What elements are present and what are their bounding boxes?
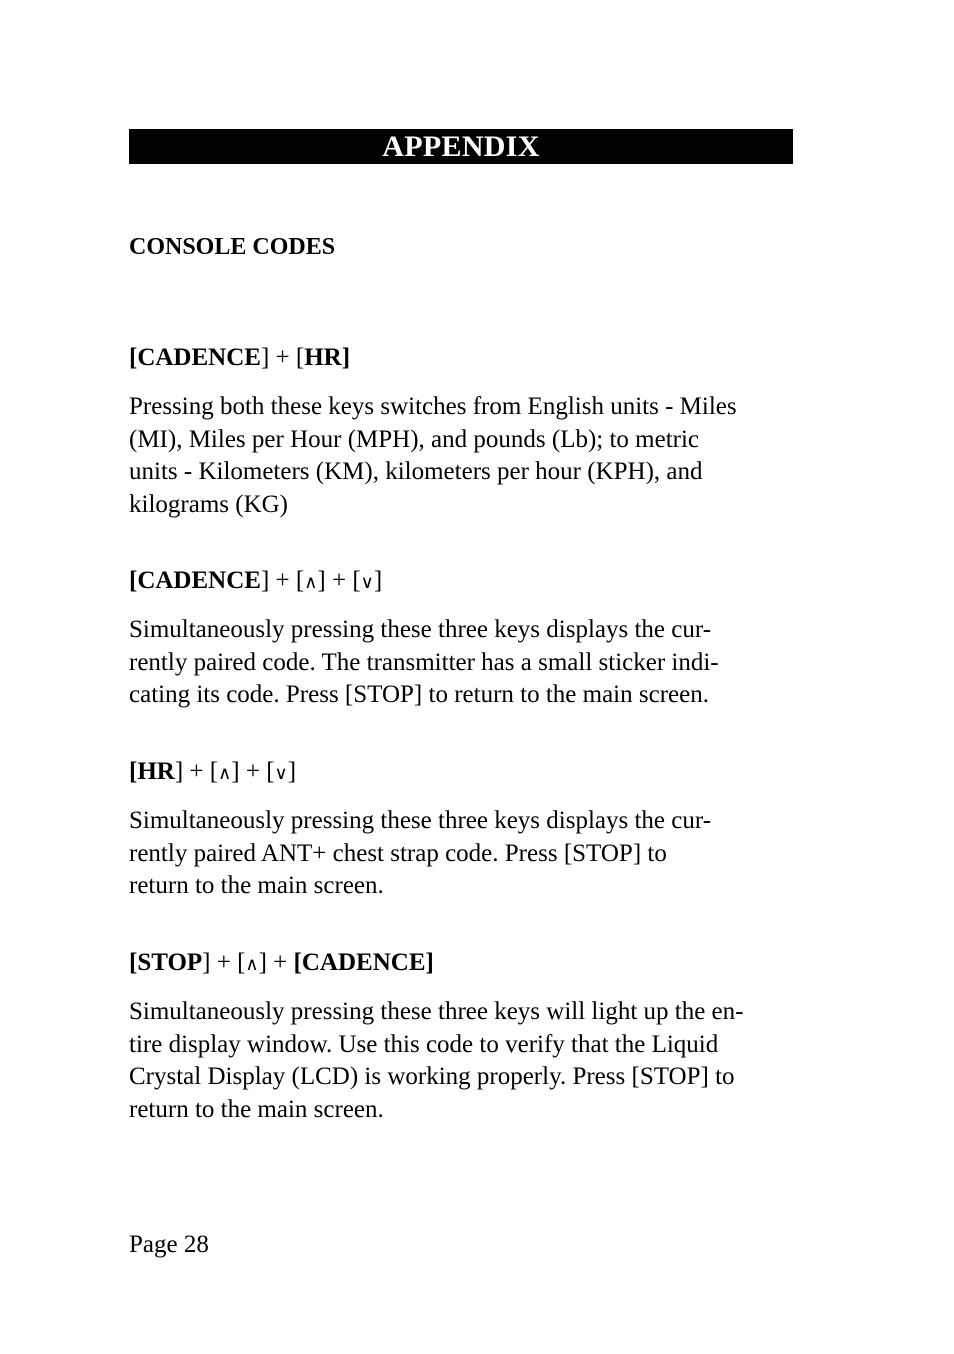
up-arrow-icon: ∧ bbox=[304, 572, 318, 593]
manual-page bbox=[129, 0, 793, 1354]
heading-part: ] + [ bbox=[317, 567, 361, 594]
code-heading-stop-up-cadence bbox=[129, 948, 434, 980]
heading-part: ] bbox=[341, 344, 351, 371]
text-line: return to the main screen. bbox=[129, 872, 384, 900]
heading-part: ] bbox=[373, 567, 383, 594]
section-heading: CONSOLE CODES bbox=[129, 234, 336, 260]
heading-part: [ bbox=[129, 344, 138, 371]
code-heading-hr-up-down bbox=[129, 757, 296, 789]
text-line: rently paired ANT+ chest strap code. Press [STOP] to bbox=[129, 839, 667, 867]
text-line: Simultaneously pressing these three keys will light up the en- bbox=[129, 998, 744, 1025]
heading-part: HR bbox=[304, 344, 342, 371]
up-arrow-icon: ∧ bbox=[245, 954, 259, 975]
heading-part: ] bbox=[287, 758, 297, 785]
text-line: Pressing both these keys switches from English units - Miles bbox=[129, 393, 737, 420]
code-description-cadence-up-down bbox=[129, 614, 793, 712]
heading-part: ] + [ bbox=[260, 344, 305, 371]
text-line: Crystal Display (LCD) is working properly. Press [STOP] to bbox=[129, 1063, 735, 1091]
heading-part: ] + bbox=[258, 949, 294, 976]
text-line: cating its code. Press [STOP] to return to the main screen. bbox=[129, 681, 709, 709]
code-description-cadence-hr bbox=[129, 391, 793, 522]
heading-part: HR bbox=[137, 758, 175, 785]
text-line: kilograms (KG) bbox=[129, 491, 288, 519]
heading-part: [ bbox=[129, 758, 138, 785]
down-arrow-icon: ∨ bbox=[360, 572, 374, 593]
code-description-stop-up-cadence bbox=[129, 996, 793, 1127]
heading-part: [ bbox=[129, 949, 138, 976]
code-heading-cadence-up-down bbox=[129, 566, 382, 598]
text-line: Simultaneously pressing these three keys displays the cur- bbox=[129, 807, 712, 834]
heading-part: ] + [ bbox=[260, 567, 305, 594]
code-description-hr-up-down bbox=[129, 805, 793, 903]
down-arrow-icon: ∨ bbox=[274, 763, 288, 784]
heading-part: CADENCE bbox=[137, 344, 261, 371]
up-arrow-icon: ∧ bbox=[218, 763, 232, 784]
heading-part: [ bbox=[129, 567, 138, 594]
text-line: (MI), Miles per Hour (MPH), and pounds (Lb); to metric bbox=[129, 425, 700, 453]
text-line: rently paired code. The transmitter has a small sticker indi- bbox=[129, 648, 719, 676]
page-title: APPENDIX bbox=[382, 130, 540, 163]
heading-part: ] + [ bbox=[202, 949, 246, 976]
page-number: Page 28 bbox=[129, 1231, 209, 1258]
text-line: units - Kilometers (KM), kilometers per hour (KPH), and bbox=[129, 458, 703, 486]
text-line: Simultaneously pressing these three keys displays the cur- bbox=[129, 616, 712, 643]
heading-part: [CADENCE] bbox=[293, 949, 434, 976]
code-heading-cadence-hr bbox=[129, 343, 350, 373]
heading-part: ] + [ bbox=[174, 758, 219, 785]
text-line: tire display window. Use this code to verify that the Liquid bbox=[129, 1030, 719, 1058]
heading-part: CADENCE bbox=[137, 567, 261, 594]
heading-part: ] + [ bbox=[231, 758, 275, 785]
text-line: return to the main screen. bbox=[129, 1096, 384, 1124]
appendix-title-bar bbox=[129, 129, 793, 164]
heading-part: STOP bbox=[137, 949, 203, 976]
